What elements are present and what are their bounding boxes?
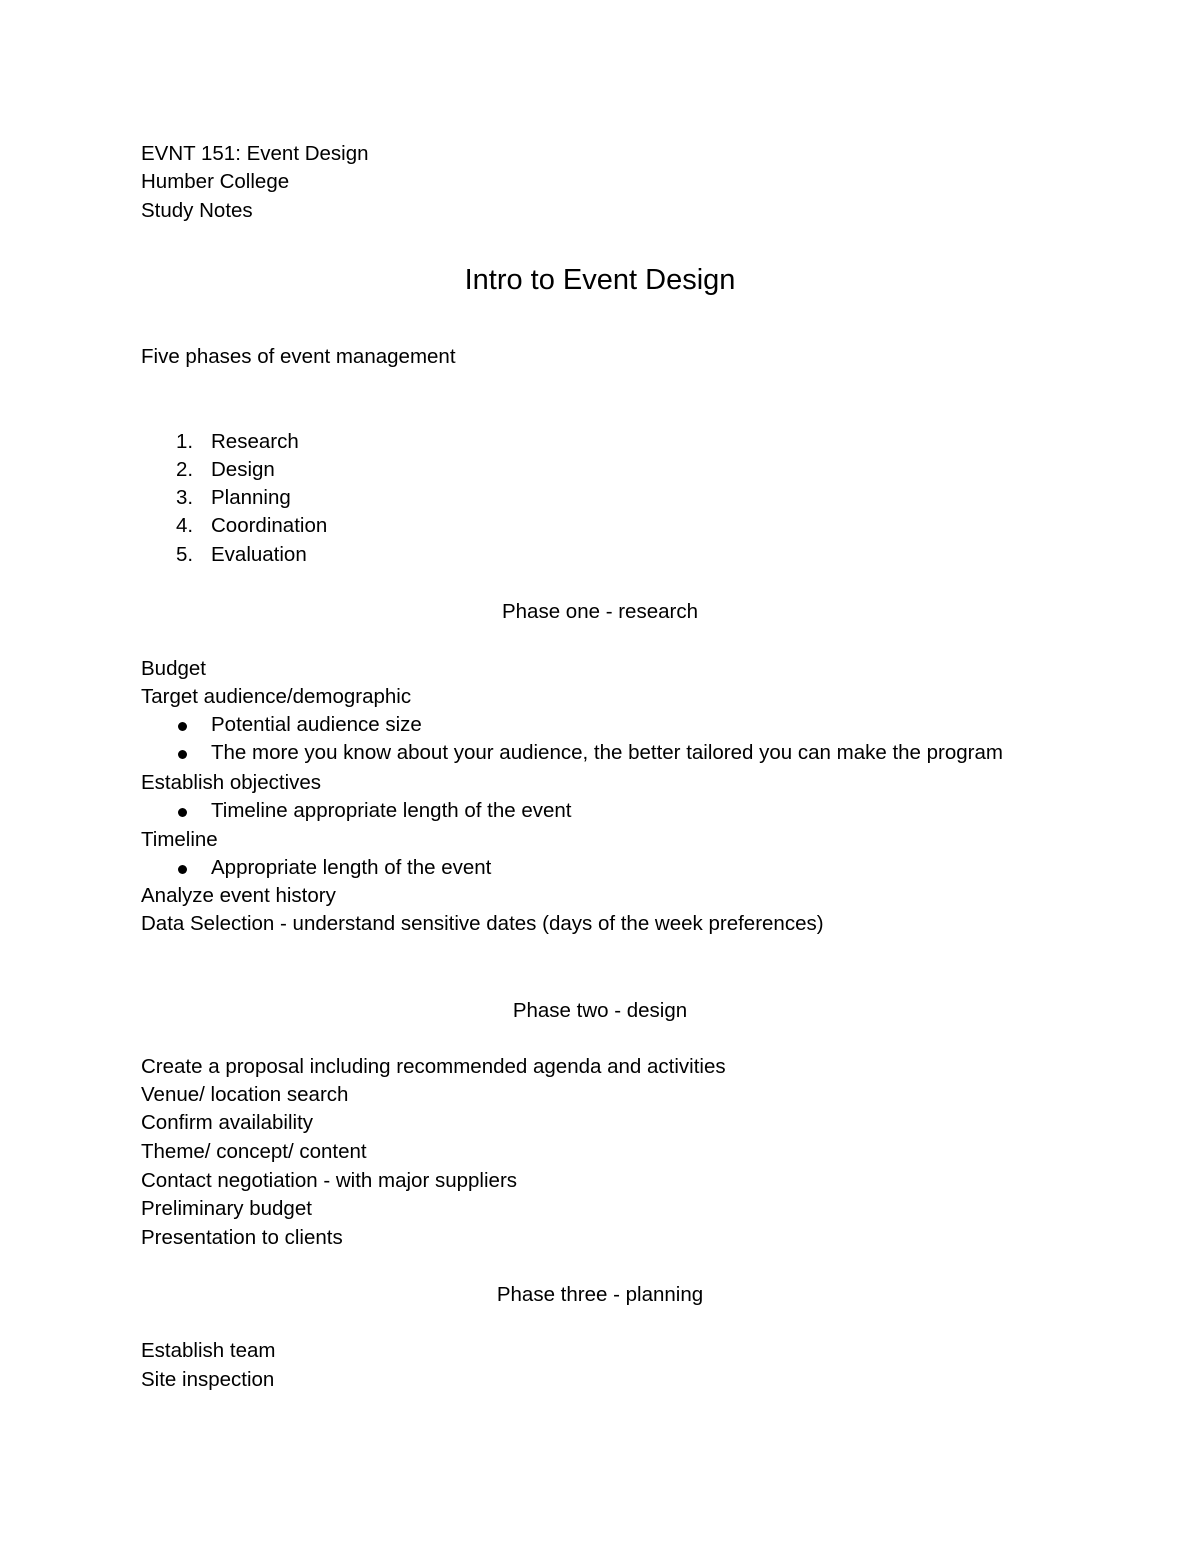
list-number: 3. xyxy=(176,486,194,509)
bullet-item: Appropriate length of the event xyxy=(211,856,492,879)
bullet-icon xyxy=(178,722,187,731)
bullet-icon xyxy=(178,808,187,817)
list-number: 4. xyxy=(176,514,194,537)
list-number: 5. xyxy=(176,543,194,566)
target-audience-line: Target audience/demographic xyxy=(141,685,412,708)
phase-two-heading: Phase two - design xyxy=(512,999,688,1022)
document-type: Study Notes xyxy=(141,199,253,222)
phase-three-item: Establish team xyxy=(141,1339,276,1362)
event-history-line: Analyze event history xyxy=(141,884,336,907)
budget-line: Budget xyxy=(141,657,206,680)
course-code: EVNT 151: Event Design xyxy=(141,142,369,165)
list-number: 2. xyxy=(176,458,194,481)
phase-two-item: Preliminary budget xyxy=(141,1197,312,1220)
phase-three-item: Site inspection xyxy=(141,1368,275,1391)
phase-two-item: Contact negotiation - with major suppliers xyxy=(141,1169,518,1192)
phase-two-item: Create a proposal including recommended agenda and activities xyxy=(141,1055,726,1078)
phase-one-heading: Phase one - research xyxy=(501,600,698,623)
timeline-line: Timeline xyxy=(141,828,218,851)
list-label: Planning xyxy=(211,486,291,509)
college-name: Humber College xyxy=(141,170,290,193)
list-label: Research xyxy=(211,430,299,453)
list-number: 1. xyxy=(176,430,194,453)
list-label: Design xyxy=(211,458,275,481)
phase-two-item: Confirm availability xyxy=(141,1111,314,1134)
bullet-item: Timeline appropriate length of the event xyxy=(211,799,572,822)
intro-text: Five phases of event management xyxy=(141,345,456,368)
phase-two-item: Presentation to clients xyxy=(141,1226,343,1249)
objectives-line: Establish objectives xyxy=(141,771,322,794)
list-label: Coordination xyxy=(211,514,328,537)
bullet-icon xyxy=(178,865,187,874)
phase-two-item: Venue/ location search xyxy=(141,1083,349,1106)
bullet-item: The more you know about your audience, the better tailored you can make the program xyxy=(211,741,1003,764)
phase-two-item: Theme/ concept/ content xyxy=(141,1140,367,1163)
phase-three-heading: Phase three - planning xyxy=(496,1283,704,1306)
page-title: Intro to Event Design xyxy=(464,264,736,296)
bullet-item: Potential audience size xyxy=(211,713,422,736)
data-selection-line: Data Selection - understand sensitive dates (days of the week preferences) xyxy=(141,912,824,935)
list-label: Evaluation xyxy=(211,543,307,566)
bullet-icon xyxy=(178,750,187,759)
